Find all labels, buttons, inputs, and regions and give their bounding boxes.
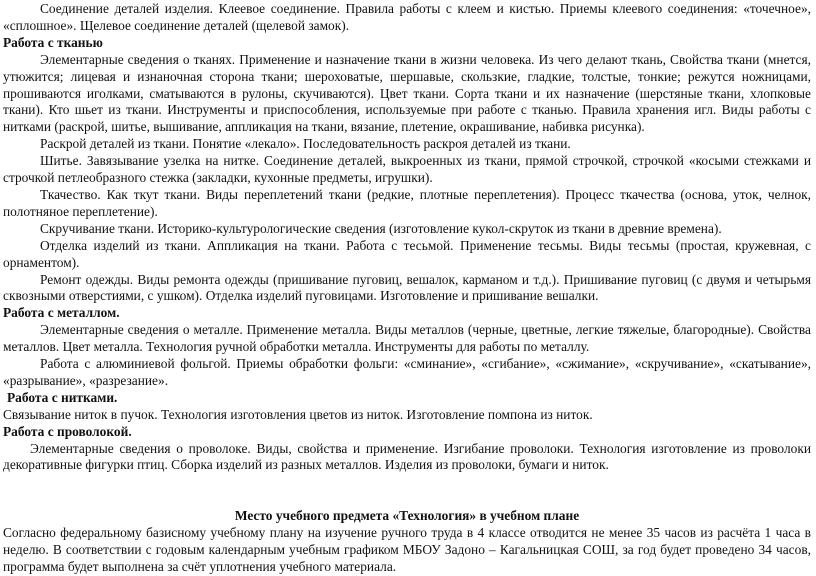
- paragraph-finishing: Отделка изделий из ткани. Аппликация на ткани. Работа с тесьмой. Применение тесьмы. Виды тесьмы (простая, кружевная, с орнаментом).: [3, 237, 811, 270]
- paragraph-wire: Элементарные сведения о проволоке. Виды, свойства и применение. Изгибание проволоки. Технология изготовление из проволоки декоративные фигурки птиц. Сборка изделий из разных металлов. Изделия из проволоки, бумаги и ниток.: [3, 440, 811, 473]
- paragraph-fabric-cutting: Раскрой деталей из ткани. Понятие «лекало». Последовательность раскроя деталей из ткани.: [40, 136, 571, 152]
- section-title: Место учебного предмета «Технология» в учебном плане: [234, 508, 580, 524]
- heading-threads: Работа с нитками.: [7, 389, 118, 405]
- paragraph-threads: Связывание ниток в пучок. Технология изготовления цветов из ниток. Изготовление помпона из ниток.: [3, 406, 593, 422]
- heading-metal: Работа с металлом.: [3, 305, 120, 321]
- paragraph-sewing: Шитье. Завязывание узелка на нитке. Соединение деталей, выкроенных из ткани, прямой строчкой, строчкой «косыми стежками и строчкой петлеобразного стежка (закладки, кухонные предметы, игрушки).: [3, 153, 811, 186]
- paragraph-glue-joining: Соединение деталей изделия. Клеевое соединение. Правила работы с клеем и кистью. Приемы клеевого соединения: «точечное», «сплошное». Щелевое соединение деталей (щелевой замок).: [3, 1, 811, 33]
- paragraph-metal-basics: Элементарные сведения о металле. Применение металла. Виды металлов (черные, цветные, легкие тяжелые, благородные). Свойства металлов. Цвет металла. Технология ручной обработки металла. Инструменты для работы по металлу.: [3, 322, 811, 355]
- paragraph-weaving: Ткачество. Как ткут ткани. Виды переплетений ткани (редкие, плотные переплетения). Процесс ткачества (основа, уток, челнок, полотняное переплетение).: [3, 186, 811, 219]
- paragraph-clothes-repair: Ремонт одежды. Виды ремонта одежды (пришивание пуговиц, вешалок, карманом и т.д.). Пришивание пуговиц (с двумя и четырьмя сквозными отверстиями, с ушком). Отделка изделий пуговицами. Изготовление и пришивание вешалки.: [3, 271, 811, 304]
- paragraph-foil: Работа с алюминиевой фольгой. Приемы обработки фольги: «сминание», «сгибание», «сжимание», «скручивание», «скатывание», «разрывание», «разрезание».: [3, 356, 811, 388]
- spacer: [3, 474, 811, 508]
- paragraph-curriculum-hours: Согласно федеральному базисному учебному плану на изучение ручного труда в 4 классе отводится не менее 35 часов из расчёта 1 часа в неделю. В соответствии с годовым календарным учебным графиком МБОУ Задоно – Кагальницкая СОШ, за год будет проведено 34 часов, программа будет выполнена за счёт уплотнения учебного материала.: [3, 525, 811, 575]
- heading-wire: Работа с проволокой.: [3, 423, 132, 439]
- heading-fabric: Работа с тканью: [3, 34, 103, 50]
- paragraph-fabric-basics: Элементарные сведения о тканях. Применение и назначение ткани в жизни человека. Из чего делают ткань, Свойства ткани (мнется, утюжится; лицевая и изнаночная сторона ткани; шероховатые, шершавые, скользкие, гладкие, толстые, тонкие; режутся ножницами, прошиваются иголками, сматываются в рулоны, скучиваются). Цвет ткани. Сорта ткани и их назначение (шерстяные ткани, хлопковые ткани). Кто шьет из ткани. Инструменты и приспособления, используемые при работе с тканью. Правила хранения игл. Виды работы с нитками (раскрой, шитье, вышивание, аппликация на ткани, вязание, плетение, окрашивание, набивка рисунка).: [3, 51, 811, 135]
- paragraph-twisting: Скручивание ткани. Историко-культурологические сведения (изготовление кукол-скруток из ткани в древние времена).: [40, 220, 722, 236]
